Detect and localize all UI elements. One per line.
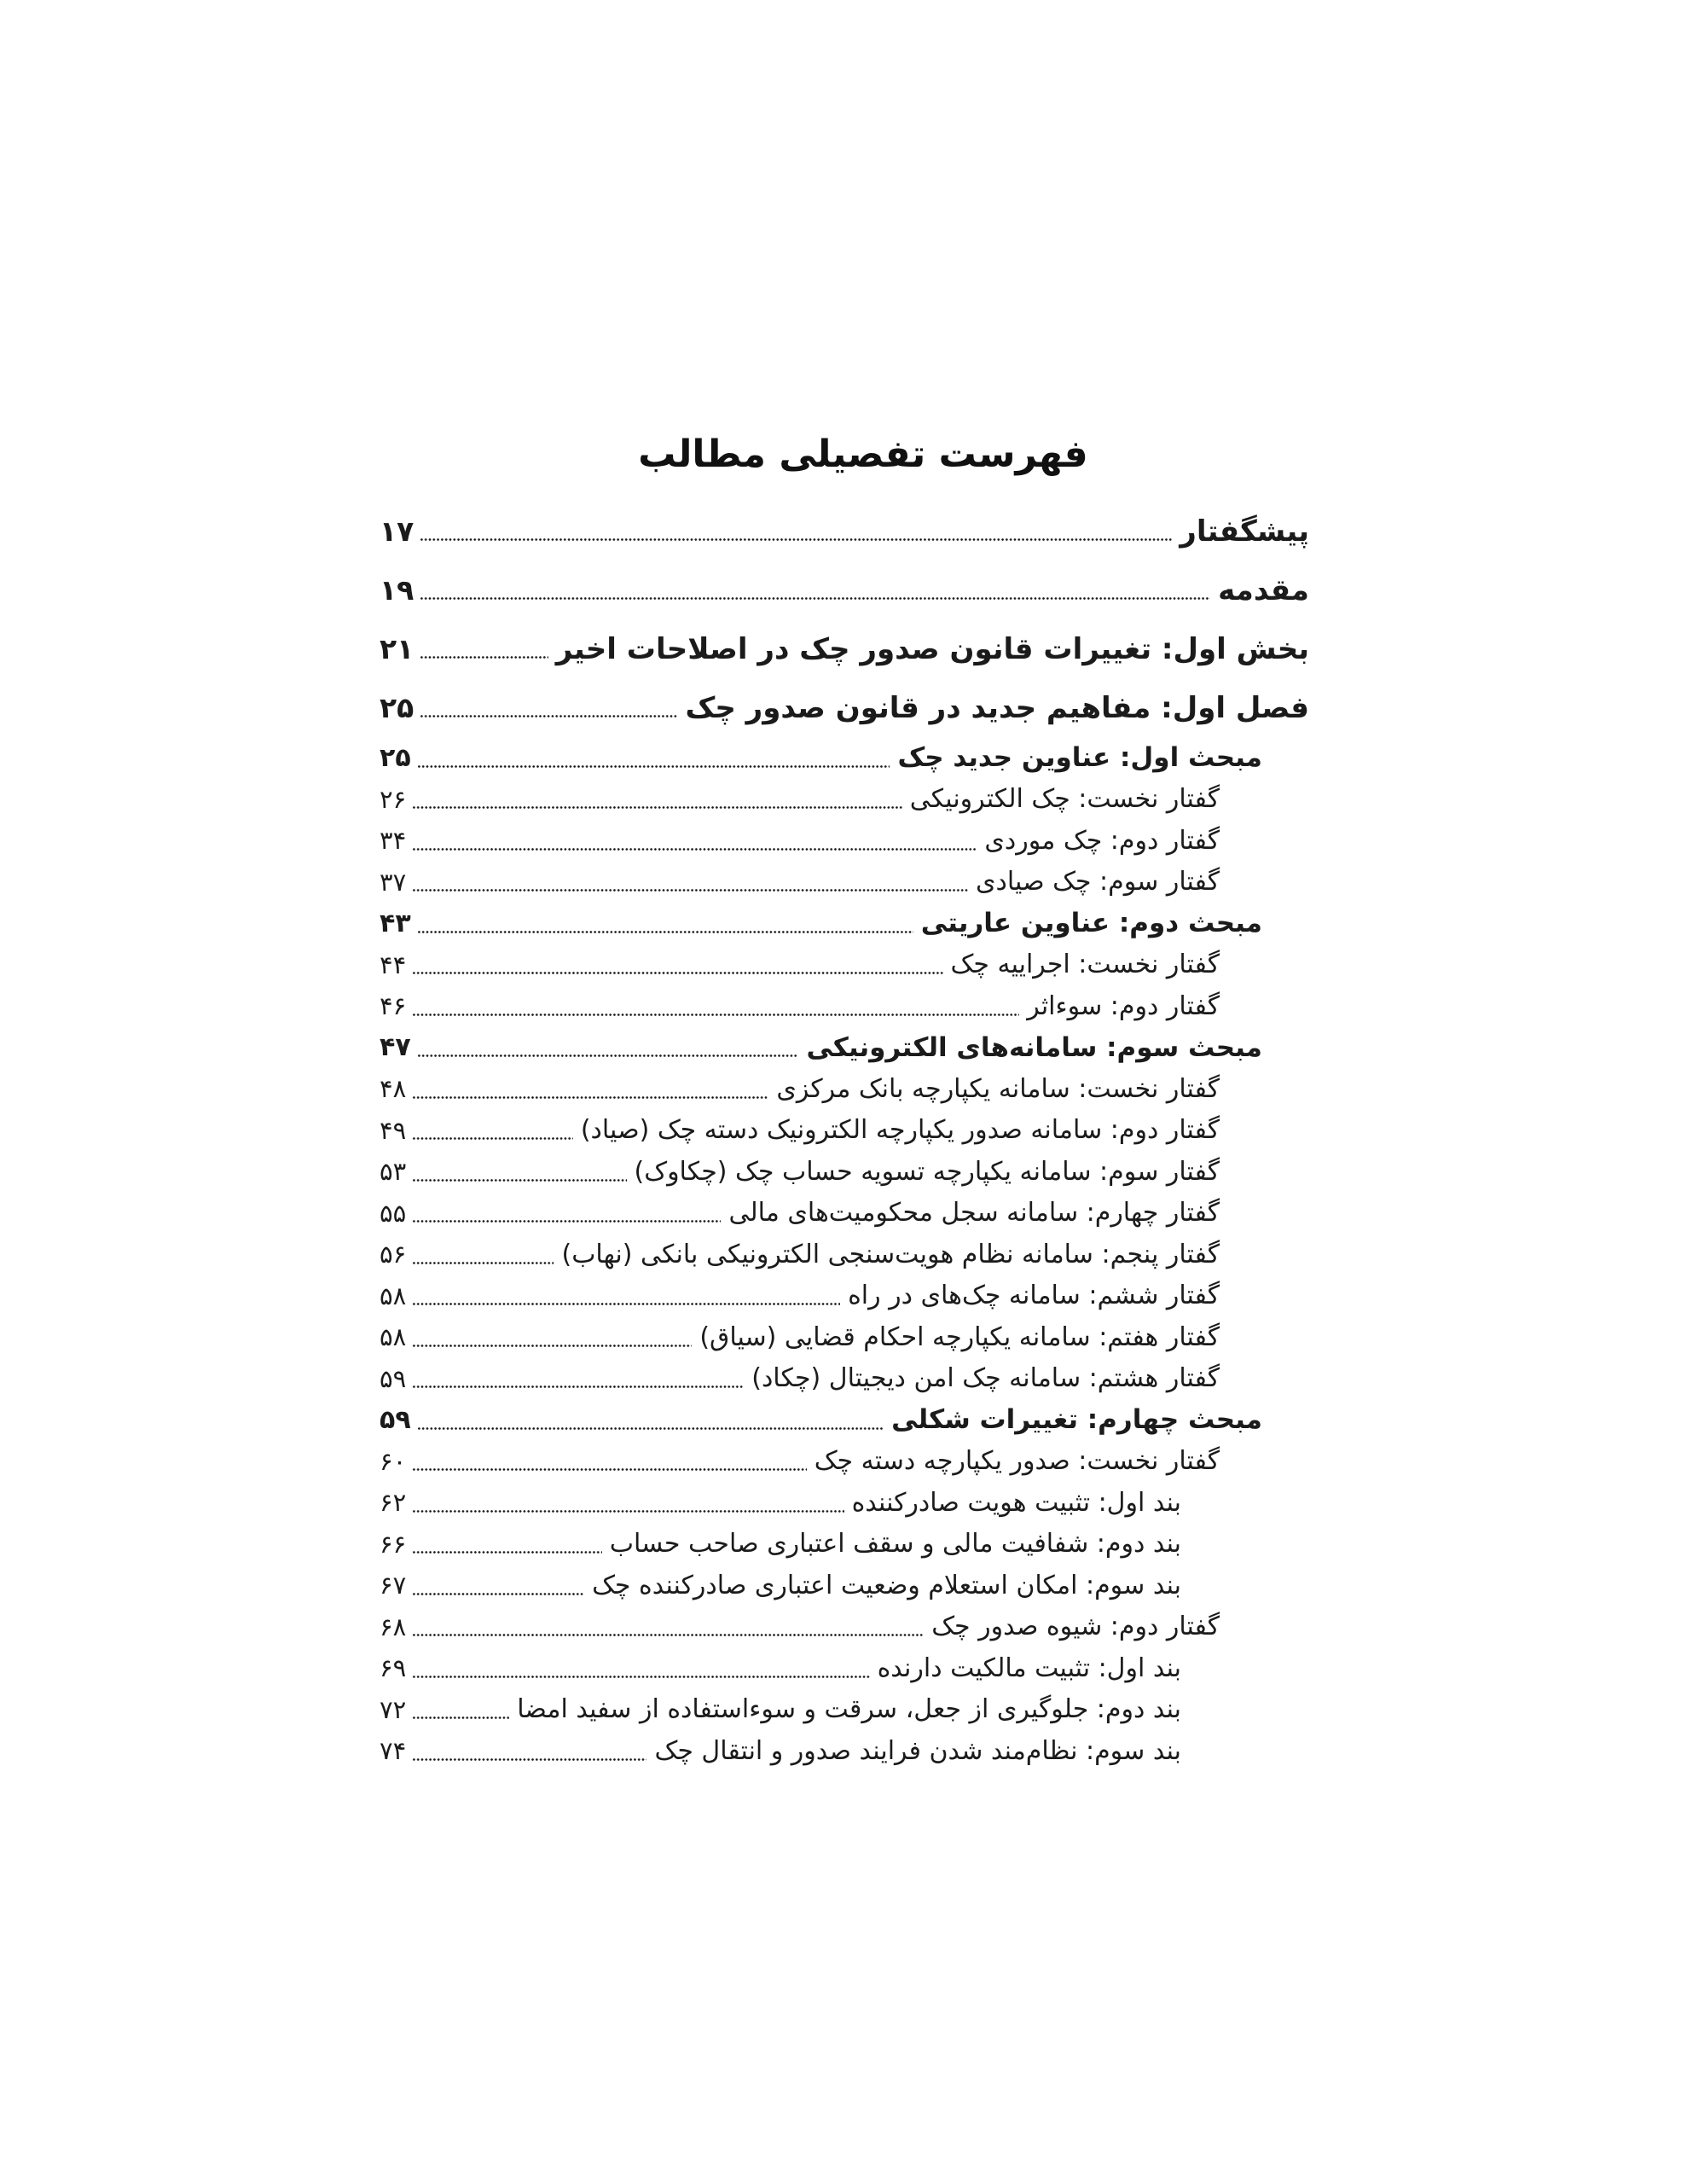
toc-entry-label: گفتار دوم: شیوه صدور چک [931, 1612, 1220, 1642]
toc-entry [380, 678, 1309, 737]
dot-leader [412, 1136, 573, 1141]
dot-leader [412, 1716, 509, 1720]
toc-entry-label: گفتار نخست: صدور یکپارچه دسته چک [814, 1446, 1220, 1477]
toc-entry-page-number: ۲۵ [380, 691, 415, 724]
dot-leader [412, 1261, 554, 1265]
toc-entry-label: گفتار سوم: چک صیادی [976, 867, 1220, 897]
toc-entry-page-number: ۶۷ [380, 1571, 407, 1600]
dot-leader [412, 1509, 844, 1513]
toc-entry-label: مبحث دوم: عناوین عاریتی [920, 908, 1262, 939]
toc-entry [380, 1193, 1309, 1234]
toc-list [380, 502, 1309, 1772]
dot-leader [412, 1550, 601, 1554]
toc-entry-page-number: ۳۷ [380, 867, 407, 897]
dot-leader [417, 764, 890, 769]
page-title: فهرست تفصیلی مطالب [638, 433, 1088, 476]
toc-entry [380, 1524, 1309, 1565]
dot-leader [412, 1467, 806, 1472]
toc-entry-label: بند سوم: امکان استعلام وضعیت اعتباری صادرکننده چک [592, 1570, 1181, 1600]
toc-content-column [380, 431, 1309, 1772]
toc-entry [380, 1647, 1309, 1689]
toc-entry [380, 1565, 1309, 1606]
toc-entry-page-number: ۲۱ [380, 632, 415, 665]
toc-entry-page-number: ۶۶ [380, 1529, 407, 1559]
toc-entry [380, 1730, 1309, 1772]
toc-entry-label: بند دوم: شفافیت مالی و سقف اعتباری صاحب حساب [609, 1529, 1181, 1560]
toc-entry-label: گفتار سوم: سامانه یکپارچه تسویه حساب چک (چکاوک) [634, 1156, 1220, 1187]
toc-entry [380, 1068, 1309, 1110]
toc-entry-label: مقدمه [1218, 572, 1309, 607]
toc-entry [380, 1110, 1309, 1152]
toc-entry [380, 1358, 1309, 1400]
toc-entry-label: گفتار نخست: اجراییه چک [950, 950, 1220, 980]
dot-leader [412, 971, 942, 975]
toc-entry [380, 737, 1309, 779]
dot-leader [412, 1178, 626, 1182]
toc-entry [380, 1441, 1309, 1483]
dot-leader [412, 1385, 744, 1389]
toc-entry-label: گفتار دوم: سوءاثر [1027, 990, 1220, 1021]
dot-leader [412, 1633, 924, 1637]
toc-entry-label: بند اول: تثبیت هویت صادرکننده [851, 1487, 1181, 1518]
toc-entry [380, 1482, 1309, 1524]
toc-entry-label: فصل اول: مفاهیم جدید در قانون صدور چک [685, 690, 1309, 725]
dot-leader [420, 714, 677, 718]
dot-leader [412, 1302, 840, 1306]
toc-entry-label: بند دوم: جلوگیری از جعل، سرقت و سوءاستفاده از سفید امضا [517, 1694, 1181, 1725]
toc-entry-label: گفتار چهارم: سامانه سجل محکومیت‌های مالی [728, 1198, 1220, 1228]
toc-entry-page-number: ۷۲ [380, 1694, 407, 1724]
toc-entry-page-number: ۵۳ [380, 1157, 407, 1187]
toc-entry-label: گفتار پنجم: سامانه نظام هویت‌سنجی الکترونیکی بانکی (نهاب) [561, 1239, 1220, 1269]
toc-entry [380, 1151, 1309, 1193]
toc-entry [380, 903, 1309, 944]
toc-entry-label: پیشگفتار [1180, 514, 1309, 549]
toc-entry-page-number: ۳۴ [380, 826, 407, 856]
dot-leader [412, 1219, 721, 1223]
dot-leader [412, 1675, 869, 1679]
toc-entry-page-number: ۶۲ [380, 1488, 407, 1518]
toc-entry-page-number: ۴۷ [380, 1032, 411, 1063]
toc-entry-label: گفتار دوم: چک موردی [984, 825, 1220, 856]
dot-leader [412, 1592, 584, 1596]
toc-entry-page-number: ۴۸ [380, 1074, 407, 1104]
dot-leader [412, 847, 977, 851]
toc-entry-label: مبحث چهارم: تغییرات شکلی [891, 1404, 1262, 1436]
toc-entry-page-number: ۴۳ [380, 908, 411, 938]
toc-entry-label: مبحث سوم: سامانه‌های الکترونیکی [806, 1031, 1262, 1063]
toc-entry [380, 779, 1309, 821]
toc-entry-page-number: ۷۴ [380, 1736, 407, 1766]
dot-leader [417, 1426, 884, 1431]
toc-entry-label: مبحث اول: عناوین جدید چک [897, 742, 1262, 774]
toc-entry-page-number: ۱۹ [380, 573, 415, 607]
dot-leader [412, 888, 968, 892]
toc-entry [380, 1689, 1309, 1731]
toc-entry-label: گفتار نخست: چک الکترونیکی [909, 784, 1220, 815]
toc-entry-page-number: ۵۵ [380, 1198, 407, 1228]
dot-leader [420, 596, 1210, 601]
dot-leader [412, 805, 901, 810]
toc-entry [380, 944, 1309, 986]
toc-entry-page-number: ۲۵ [380, 742, 411, 773]
toc-entry [380, 619, 1309, 678]
toc-entry-page-number: ۵۸ [380, 1322, 407, 1352]
toc-entry [380, 1234, 1309, 1275]
toc-entry [380, 862, 1309, 903]
toc-entry [380, 1275, 1309, 1317]
dot-leader [412, 1344, 692, 1348]
dot-leader [412, 1095, 768, 1100]
dot-leader [412, 1013, 1019, 1017]
toc-entry-page-number: ۵۹ [380, 1363, 407, 1393]
dot-leader [412, 1757, 646, 1762]
toc-entry-label: بند سوم: نظام‌مند شدن فرایند صدور و انتقال چک [654, 1735, 1181, 1766]
toc-entry [380, 1316, 1309, 1358]
toc-entry-page-number: ۶۰ [380, 1446, 407, 1476]
dot-leader [417, 1054, 799, 1058]
toc-entry-label: گفتار دوم: سامانه صدور یکپارچه الکترونیک دسته چک (صیاد) [580, 1115, 1220, 1146]
toc-entry-label: بند اول: تثبیت مالکیت دارنده [877, 1653, 1181, 1683]
toc-entry [380, 1606, 1309, 1648]
toc-entry-label: بخش اول: تغییرات قانون صدور چک در اصلاحات اخیر [555, 631, 1309, 666]
toc-entry-label: گفتار هفتم: سامانه یکپارچه احکام قضایی (سیاق) [699, 1321, 1220, 1352]
toc-entry [380, 1027, 1309, 1069]
dot-leader [420, 537, 1172, 542]
toc-entry [380, 985, 1309, 1027]
toc-entry [380, 561, 1309, 619]
toc-entry-page-number: ۲۶ [380, 784, 407, 814]
toc-entry-label: گفتار ششم: سامانه چک‌های در راه [848, 1281, 1220, 1311]
toc-entry [380, 820, 1309, 862]
toc-entry-page-number: ۵۹ [380, 1404, 411, 1435]
dot-leader [420, 655, 548, 659]
toc-entry-page-number: ۶۸ [380, 1612, 407, 1641]
toc-entry-label: گفتار نخست: سامانه یکپارچه بانک مرکزی [776, 1073, 1220, 1104]
toc-entry [380, 502, 1309, 561]
toc-entry-page-number: ۱۷ [380, 514, 415, 548]
toc-entry-page-number: ۶۹ [380, 1653, 407, 1683]
toc-entry-label: گفتار هشتم: سامانه چک امن دیجیتال (چکاد) [751, 1363, 1220, 1394]
toc-entry-page-number: ۴۴ [380, 950, 407, 979]
toc-entry-page-number: ۴۹ [380, 1115, 407, 1145]
toc-entry-page-number: ۴۶ [380, 991, 407, 1021]
toc-entry [380, 1399, 1309, 1441]
toc-entry-page-number: ۵۸ [380, 1281, 407, 1310]
toc-entry-page-number: ۵۶ [380, 1240, 407, 1269]
dot-leader [417, 930, 913, 934]
